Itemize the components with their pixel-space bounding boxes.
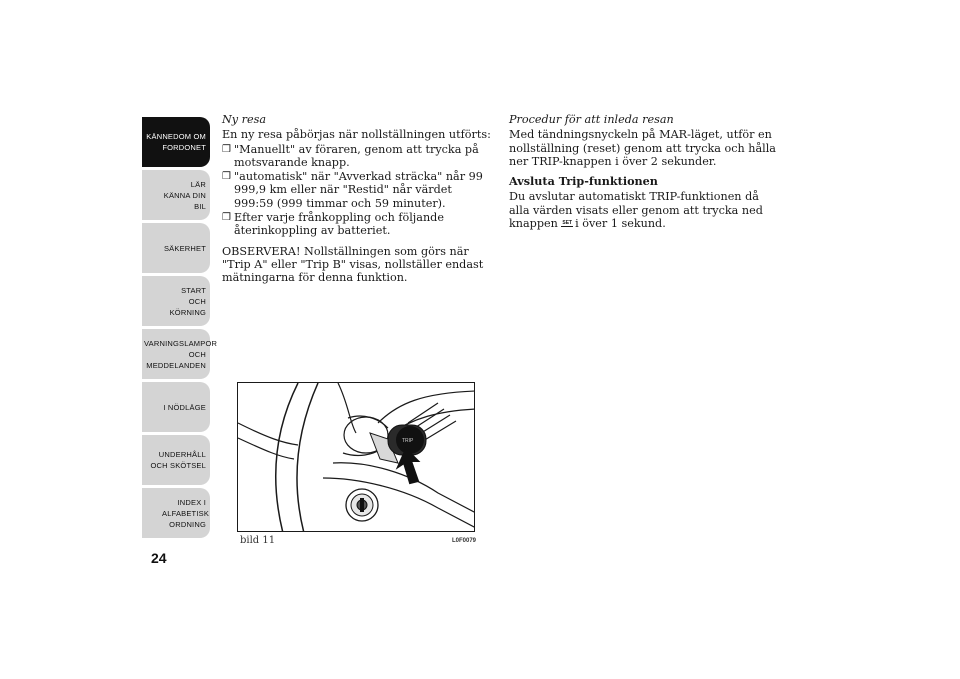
tab-label: SÄKERHET — [163, 243, 206, 253]
tab-underhall-och-skotsel[interactable] — [142, 435, 210, 485]
left-column — [222, 113, 492, 285]
section-heading-avsluta: Avsluta Trip-funktionen — [509, 174, 658, 189]
tab-sakerhet[interactable] — [142, 223, 210, 273]
tab-label: LÄR KÄNNA DIN BIL — [163, 179, 206, 211]
right-column — [509, 113, 779, 230]
checkbox-bullet-icon: ❒ — [222, 143, 231, 155]
figure-caption: bild 11 — [240, 535, 276, 546]
procedure-text: Med tändningsnyckeln på MAR-läget, utför en nollställning (reset) genom att trycka och hålla ner TRIP-knappen i över 2 sekunder. — [509, 128, 776, 168]
tab-lar-kanna-din-bil[interactable] — [142, 170, 210, 220]
section-heading-procedur: Procedur för att inleda resan — [509, 113, 674, 126]
tab-start-och-korning[interactable] — [142, 276, 210, 326]
tab-label: START OCH KÖRNING — [169, 285, 206, 317]
tab-varningslampor[interactable] — [142, 329, 218, 379]
list-item: ❒ "Manuellt" av föraren, genom att trycka på motsvarande knapp. — [222, 142, 479, 169]
avsluta-text: Du avslutar automatiskt TRIP-funktionen då alla värden visats eller genom att trycka ned knappen SET i över 1 sekund. — [509, 190, 763, 231]
page-number: 24 — [151, 550, 167, 566]
figure-trip-lever — [237, 382, 475, 532]
tab-label: KÄNNEDOM OM FORDONET — [146, 132, 206, 152]
list-item: ❒ "automatisk" när "Avverkad sträcka" når 99 999,9 km eller när "Restid" når värdet 999:59 (999 timmar och 59 minuter). — [222, 170, 483, 210]
note-text: OBSERVERA! Nollställningen som görs när "Trip A" eller "Trip B" visas, nollställer endast mätningarna för denna funktion. — [222, 244, 484, 285]
list-item: ❒ Efter varje frånkoppling och följande återinkoppling av batteriet. — [222, 211, 444, 238]
tab-label: I NÖDLÄGE — [163, 402, 206, 412]
tab-label: UNDERHÅLL OCH SKÖTSEL — [150, 450, 206, 470]
tab-kannedom-om-fordonet[interactable] — [142, 117, 210, 167]
set-button-icon: SET — [562, 220, 573, 227]
section-heading-ny-resa: Ny resa — [222, 113, 267, 126]
figure-code: L0F0079 — [452, 538, 477, 544]
tab-label: VARNINGSLAMPOR OCH MEDDELANDEN — [144, 338, 218, 370]
intro-text: En ny resa påbörjas när nollställningen utförts: — [222, 128, 491, 142]
checkbox-bullet-icon: ❒ — [222, 171, 231, 183]
checkbox-bullet-icon: ❒ — [222, 212, 231, 224]
tab-label: INDEX I ALFABETISK ORDNING — [162, 497, 210, 529]
ignition-lock-icon — [346, 489, 378, 521]
lever-trip-label: TRIP — [402, 438, 414, 444]
tab-index[interactable] — [142, 488, 210, 538]
steering-column-illustration — [238, 383, 475, 532]
tab-i-nodlage[interactable] — [142, 382, 210, 432]
